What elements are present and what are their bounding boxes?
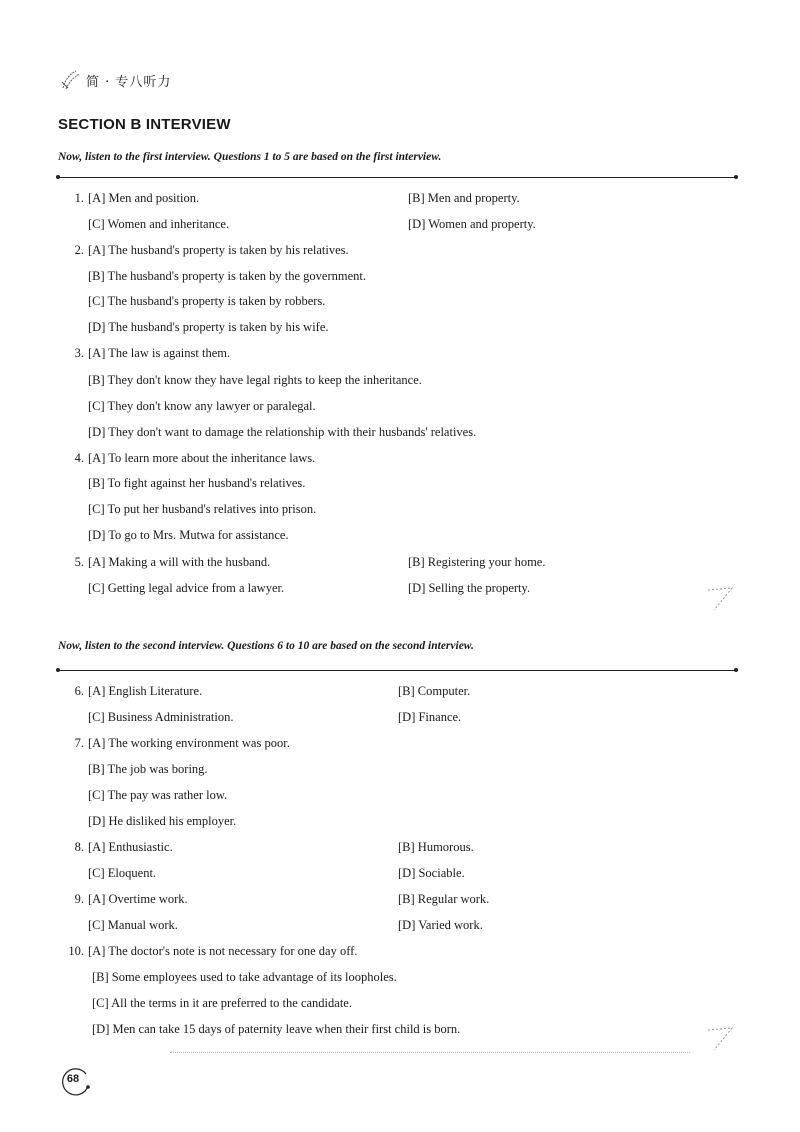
q9-option-b: [B] Regular work. [398, 892, 490, 906]
q10-option-c: [C] All the terms in it are preferred to the candidate. [92, 996, 352, 1010]
q5-option-d: [D] Selling the property. [408, 581, 531, 595]
section-title: SECTION B INTERVIEW [58, 116, 231, 133]
q8-option-c: [C] Eloquent. [88, 866, 157, 880]
leaf-mark-icon [60, 68, 82, 92]
q7-option-a: 7. [A] The working environment was poor. [74, 736, 290, 750]
q1-option-a: 1. [A] Men and position. [74, 191, 200, 205]
faint-rule [170, 1052, 690, 1053]
q9-option-c: [C] Manual work. [88, 918, 178, 932]
q4-option-d: [D] To go to Mrs. Mutwa for assistance. [88, 528, 289, 542]
q7-option-b: [B] The job was boring. [88, 762, 208, 776]
q3-option-d: [D] They don't want to damage the relationship with their husbands' relatives. [88, 425, 477, 439]
q10-option-b: [B] Some employees used to take advantage of its loopholes. [92, 970, 397, 984]
corner-fold-icon [706, 1024, 736, 1054]
page-number: 68 [66, 1073, 80, 1085]
page-header [60, 66, 171, 94]
q4-option-b: [B] To fight against her husband's relatives. [88, 476, 306, 490]
q8-option-d: [D] Sociable. [398, 866, 465, 880]
q3-option-b: [B] They don't know they have legal rights to keep the inheritance. [88, 373, 422, 387]
interview1-instruction: Now, listen to the first interview. Questions 1 to 5 are based on the first interview. [58, 151, 442, 163]
q9-option-d: [D] Varied work. [398, 918, 483, 932]
q8-option-b: [B] Humorous. [398, 840, 474, 854]
q10-option-a: 10. [A] The doctor's note is not necessary for one day off. [68, 944, 358, 958]
interview2-instruction: Now, listen to the second interview. Questions 6 to 10 are based on the second interview. [58, 640, 474, 652]
q4-option-c: [C] To put her husband's relatives into prison. [88, 502, 317, 516]
q1-option-d: [D] Women and property. [408, 217, 536, 231]
q3-option-c: [C] They don't know any lawyer or paralegal. [88, 399, 316, 413]
q9-option-a: 9. [A] Overtime work. [74, 892, 188, 906]
q8-option-a: 8. [A] Enthusiastic. [74, 840, 173, 854]
q7-option-d: [D] He disliked his employer. [88, 814, 237, 828]
q4-option-a: 4. [A] To learn more about the inheritance laws. [74, 451, 316, 465]
q10-option-d: [D] Men can take 15 days of paternity leave when their first child is born. [92, 1022, 461, 1036]
q6-option-c: [C] Business Administration. [88, 710, 234, 724]
header-text: 简 · 专八听力 [86, 74, 172, 90]
q1-option-b: [B] Men and property. [408, 191, 520, 205]
q5-option-b: [B] Registering your home. [408, 555, 546, 569]
q5-option-c: [C] Getting legal advice from a lawyer. [88, 581, 285, 595]
q5-option-a: 5. [A] Making a will with the husband. [74, 555, 271, 569]
q6-option-a: 6. [A] English Literature. [74, 684, 203, 698]
divider-rule-2 [58, 670, 736, 671]
divider-rule-1 [58, 177, 736, 178]
q2-option-a: 2. [A] The husband's property is taken by his relatives. [74, 243, 349, 257]
q6-option-d: [D] Finance. [398, 710, 462, 724]
q6-option-b: [B] Computer. [398, 684, 471, 698]
q2-option-d: [D] The husband's property is taken by his wife. [88, 320, 329, 334]
q3-option-a: 3. [A] The law is against them. [74, 346, 231, 360]
q2-option-b: [B] The husband's property is taken by the government. [88, 269, 367, 283]
corner-fold-icon [706, 584, 736, 614]
q1-option-c: [C] Women and inheritance. [88, 217, 230, 231]
q2-option-c: [C] The husband's property is taken by robbers. [88, 294, 326, 308]
q7-option-c: [C] The pay was rather low. [88, 788, 228, 802]
